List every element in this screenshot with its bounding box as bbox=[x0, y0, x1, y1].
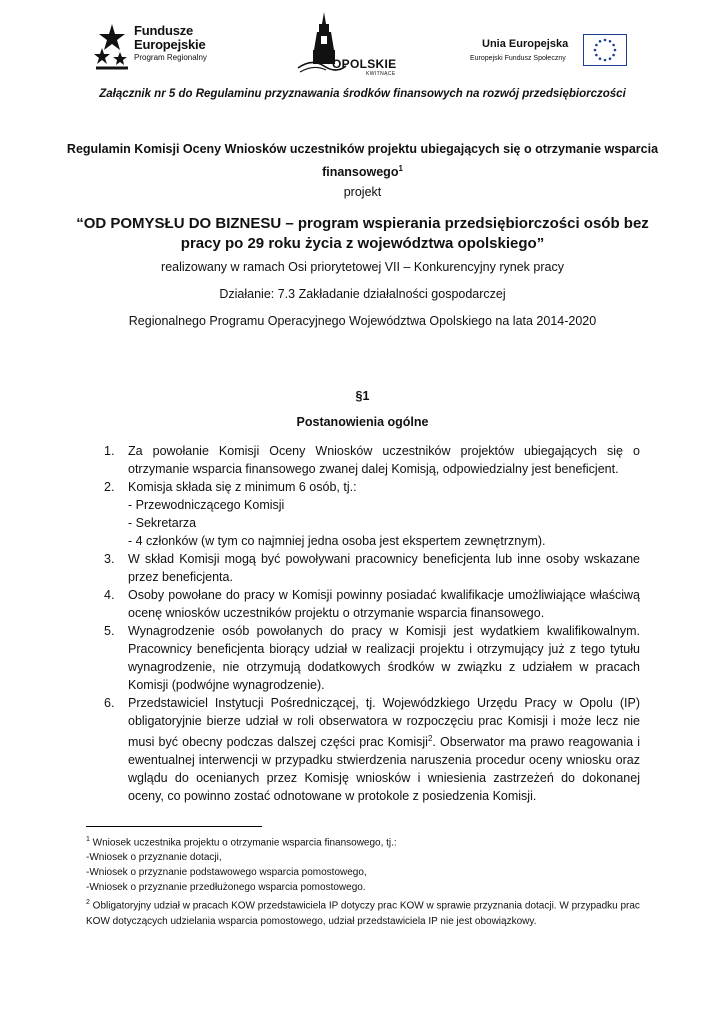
opolskie-logo bbox=[296, 12, 406, 78]
list-item-text bbox=[128, 694, 640, 805]
footnote-1-line: -Wniosek o przyznanie podstawowego wsparcia pomostowego, bbox=[86, 867, 367, 879]
footnotes bbox=[86, 832, 646, 929]
fundusze-logo-line2: Europejskie bbox=[134, 37, 206, 52]
eu-flag-icon bbox=[583, 34, 627, 66]
list-item-text-part-a: Przedstawiciel Instytucji Pośredniczącej, tj. Wojewódzkiego Urzędu Pracy w Opolu (IP) obligatoryjnie bierze udział w roli obserwatora w rozpoczęciu prac Komisji i może lecz nie musi być obecny podczas dalszej części prac Komisji bbox=[128, 696, 640, 750]
fundusze-europejskie-logo bbox=[94, 22, 234, 74]
list-item-number: 5. bbox=[104, 624, 115, 638]
program-line: Regionalnego Programu Operacyjnego Województwa Opolskiego na lata 2014-2020 bbox=[128, 314, 597, 328]
footnote-ref-1[interactable]: 1 bbox=[398, 164, 403, 173]
list-item-number: 3. bbox=[104, 552, 115, 566]
list-item-number: 2. bbox=[104, 480, 115, 494]
list-item bbox=[104, 622, 640, 694]
fundusze-logo-line1: Fundusze bbox=[134, 23, 194, 38]
general-provisions-list bbox=[104, 442, 640, 805]
list-item-text: Komisja składa się z minimum 6 osób, tj.: bbox=[128, 480, 357, 494]
opolskie-logo-tagline: KWITNĄCE bbox=[366, 71, 396, 77]
footnote-separator bbox=[86, 826, 262, 827]
action-line: Działanie: 7.3 Zakładanie działalności gospodarczej bbox=[219, 287, 506, 301]
list-item-text: W skład Komisji mogą być powoływani pracownicy beneficjenta lub inne osoby wskazane przez beneficjenta. bbox=[128, 552, 640, 584]
list-item-number: 1. bbox=[104, 444, 115, 458]
footnote-2-mark: 2 bbox=[86, 899, 90, 907]
implementation-line: realizowany w ramach Osi priorytetowej VII – Konkurencyjny rynek pracy bbox=[161, 260, 564, 274]
list-subitem: - Sekretarza bbox=[128, 516, 197, 530]
list-item-number: 4. bbox=[104, 588, 115, 602]
list-item bbox=[104, 550, 640, 586]
footnote-2-text: Obligatoryjny udział w pracach KOW przedstawiciela IP dotyczy prac KOW w sprawie przyznania dotacji. W przypadku prac KOW dotyczących udzielania wsparcia pomostowego, udział przedstawiciela IP nie jest obowiązkowy. bbox=[86, 900, 640, 927]
list-item bbox=[104, 442, 640, 478]
list-item-text: Wynagrodzenie osób powołanych do pracy w Komisji jest wydatkiem kwalifikowalnym. Pracownicy beneficjenta biorący udział w realizacji projektu i otrzymujący już z tego tytułu wynagrodzenie, nie otrzymują dodatkowych środków w związku z udziałem w pracach Komisji (podwójne wynagrodzenie). bbox=[128, 624, 640, 692]
footnote-1-text: Wniosek uczestnika projektu o otrzymanie wsparcia finansowego, tj.: bbox=[89, 837, 397, 849]
list-subitem: - Przewodniczącego Komisji bbox=[128, 498, 285, 512]
annex-heading: Załącznik nr 5 do Regulaminu przyznawania środków finansowych na rozwój przedsiębiorczości bbox=[99, 88, 626, 100]
footnote-1-mark: 1 bbox=[86, 836, 90, 843]
eu-logo bbox=[470, 34, 640, 74]
fundusze-logo-line3: Program Regionalny bbox=[134, 53, 207, 62]
footnote-2 bbox=[86, 895, 646, 928]
footnote-1-line: -Wniosek o przyznanie dotacji, bbox=[86, 852, 222, 864]
list-item-text: Za powołanie Komisji Oceny Wniosków uczestników projektów ubiegających się o otrzymanie wsparcia finansowego zwanej dalej Komisją, odpowiedzialny jest beneficjent. bbox=[128, 444, 640, 476]
list-item bbox=[104, 478, 640, 550]
section-title: Postanowienia ogólne bbox=[296, 415, 429, 429]
footnote-1-line: -Wniosek o przyznanie przedłużonego wsparcia pomostowego. bbox=[86, 882, 366, 894]
list-subitem: - 4 członków (w tym co najmniej jedna osoba jest ekspertem zewnętrznym). bbox=[128, 534, 546, 548]
fundusze-stars-icon bbox=[94, 22, 130, 72]
section-number: §1 bbox=[355, 389, 370, 403]
project-name: “OD POMYSŁU DO BIZNESU – program wspierania przedsiębiorczości osób bez pracy po 29 roku życia z województwa opolskiego” bbox=[76, 215, 649, 252]
opolskie-logo-text: OPOLSKIE bbox=[332, 57, 397, 71]
list-item-text: Osoby powołane do pracy w Komisji powinny posiadać kwalifikacje umożliwiające właściwą ocenę wniosków uczestników projektu o otrzymanie wsparcia finansowego. bbox=[128, 588, 640, 620]
list-item bbox=[104, 694, 640, 805]
footnote-1 bbox=[86, 832, 646, 850]
list-item-number: 6. bbox=[104, 696, 115, 710]
eu-logo-title: Unia Europejska bbox=[482, 38, 569, 50]
projekt-label: projekt bbox=[343, 185, 382, 199]
document-title bbox=[60, 140, 665, 182]
footnote-ref-2[interactable]: 2 bbox=[427, 734, 433, 743]
document-title-text: Regulamin Komisji Oceny Wniosków uczestników projektu ubiegających się o otrzymanie wsparcia finansowego bbox=[66, 142, 659, 180]
list-item-text-part-b: . Obserwator ma prawo reagowania i ewentualnej interwencji w przypadku stwierdzenia naruszenia procedur oceny wniosku oraz wglądu do ocenianych przez Komisję wniosków i wniesienia zastrzeżeń do dokonanej oceny, co powinno zostać odnotowane w protokole z posiedzenia Komisji. bbox=[128, 735, 640, 804]
list-item bbox=[104, 586, 640, 622]
eu-logo-subtitle: Europejski Fundusz Społeczny bbox=[470, 55, 566, 62]
